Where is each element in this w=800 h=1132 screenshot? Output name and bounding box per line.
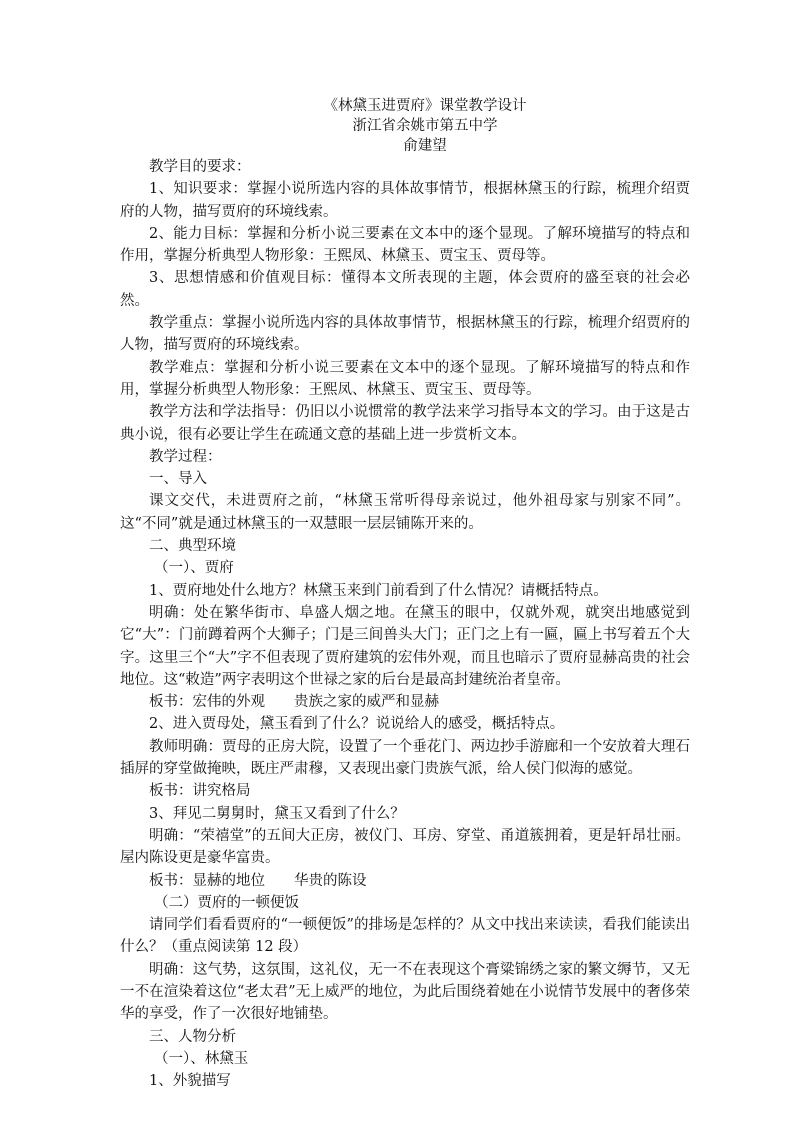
document-page <box>120 96 690 1092</box>
paragraph: 教师明确：贾母的正房大院，设置了一个垂花门、两边抄手游廊和一个安放着大理石插屏的穿堂做掩映，既庄严肃穆，又表现出豪门贵族气派，给人侯门似海的感觉。 <box>120 738 690 778</box>
paragraph: （一）、林黛玉 <box>154 1050 249 1067</box>
paragraph: 板书：显赫的地位 华贵的陈设 <box>149 872 367 889</box>
paragraph: 板书：宏伟的外观 贵族之家的威严和显赫 <box>149 694 439 711</box>
paragraph: 明确：“荣禧堂”的五间大正房，被仪门、耳房、穿堂、甬道簇拥着，更是轩昂壮丽。屋内陈设更是豪华富贵。 <box>120 827 690 867</box>
document-title: 《林黛玉进贾府》课堂教学设计 <box>323 98 527 114</box>
paragraph: 教学过程： <box>149 448 222 465</box>
paragraph: 教学难点：掌握和分析小说三要素在文本中的逐个显现。了解环境描写的特点和作用，掌握分析典型人物形象：王熙凤、林黛玉、贾宝玉、贾母等。 <box>120 359 690 398</box>
paragraph: 教学目的要求： <box>149 159 251 175</box>
paragraph: 1、贾府地处什么地方？林黛玉来到门前看到了什么情况？请概括特点。 <box>149 582 608 599</box>
paragraph: 明确：处在繁华街市、阜盛人烟之地。在黛玉的眼中，仅就外观，就突出地感觉到它“大”：门前蹲着两个大狮子；门是三间兽头大门；正门之上有一匾，匾上书写着五个大字。这里三个“大”字不但表现了贾府建筑的宏伟外观，而且也暗示了贾府显赫高贵的社会地位。这“敕造”两字表明这个世禄之家的后台是最高封建统治者皇帝。 <box>120 604 690 688</box>
paragraph: 明确：这气势，这氛围，这礼仪，无一不在表现这个膏粱锦绣之家的繁文缛节，又无一不在渲染着这位“老太君”无上威严的地位，为此后围绕着她在小说情节发展中的奢侈荣华的享受，作了一次很好地铺垫。 <box>120 961 690 1023</box>
paragraph: 2、进入贾母处，黛玉看到了什么？说说给人的感受，概括特点。 <box>149 716 565 733</box>
paragraph: （二）贾府的一顿便饭 <box>154 894 299 911</box>
paragraph: 1、外貌描写 <box>149 1073 231 1090</box>
paragraph: 二、典型环境 <box>149 538 236 555</box>
paragraph: 三、人物分析 <box>149 1028 236 1045</box>
document-body <box>120 156 690 1092</box>
paragraph: 课文交代，未进贾府之前，“林黛玉常听得母亲说过，他外祖母家与别家不同”。这“不同”就是通过林黛玉的一双慧眼一层层铺陈开来的。 <box>120 493 690 532</box>
title-block <box>160 96 690 156</box>
paragraph: 3、拜见二舅舅时，黛玉又看到了什么？ <box>149 805 405 822</box>
author-name: 俞建望 <box>403 138 447 154</box>
paragraph: 3、思想情感和价值观目标：懂得本文所表现的主题，体会贾府的盛至衰的社会必然。 <box>120 270 690 309</box>
paragraph: 教学方法和学法指导：仍旧以小说惯常的教学法来学习指导本文的学习。由于这是古典小说，很有必要让学生在疏通文意的基础上进一步赏析文本。 <box>120 404 690 443</box>
paragraph: 一、导入 <box>149 471 207 488</box>
paragraph: 1、知识要求：掌握小说所选内容的具体故事情节，根据林黛玉的行踪，梳理介绍贾府的人物，描写贾府的环境线索。 <box>120 181 690 220</box>
paragraph: （一）、贾府 <box>154 560 234 577</box>
paragraph: 请同学们看看贾府的“一顿便饭”的排场是怎样的？从文中找出来读读，看我们能读出什么？（重点阅读第 12 段） <box>120 917 690 956</box>
paragraph: 教学重点：掌握小说所选内容的具体故事情节，根据林黛玉的行踪，梳理介绍贾府的人物，描写贾府的环境线索。 <box>120 315 690 354</box>
paragraph: 2、能力目标：掌握和分析小说三要素在文本中的逐个显现。了解环境描写的特点和作用，掌握分析典型人物形象：王熙凤、林黛玉、贾宝玉、贾母等。 <box>120 225 690 265</box>
paragraph: 板书：讲究格局 <box>149 783 251 800</box>
school-name: 浙江省余姚市第五中学 <box>352 118 498 134</box>
